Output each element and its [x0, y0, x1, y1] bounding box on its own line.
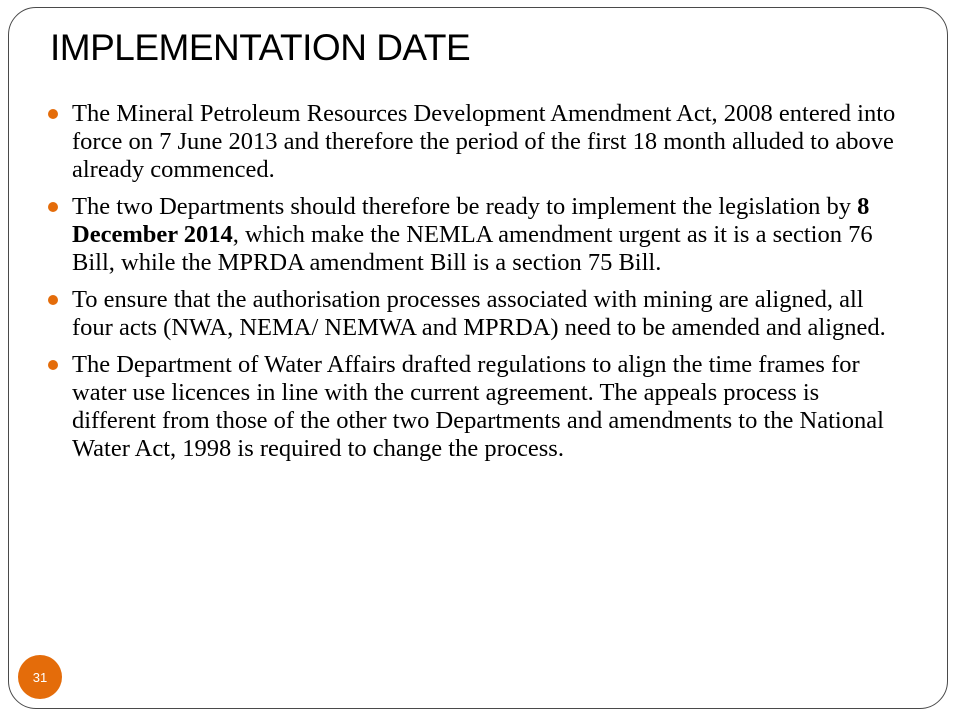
bullet-item	[48, 100, 898, 184]
bullet-item	[48, 193, 898, 277]
bullet-list	[48, 100, 898, 472]
bullet-dot-icon	[48, 109, 58, 119]
bullet-text-bold-date: 8 December 2014	[72, 193, 870, 248]
bullet-dot-icon	[48, 295, 58, 305]
page-number-badge: 31	[18, 655, 62, 699]
bullet-item	[48, 351, 898, 463]
bullet-item	[48, 286, 898, 342]
bullet-text: The Mineral Petroleum Resources Development Amendment Act, 2008 entered into force on 7 June 2013 and therefore the period of the first 18 month alluded to above already commenced.	[72, 100, 896, 183]
slide-title: IMPLEMENTATION DATE	[50, 27, 471, 68]
bullet-dot-icon	[48, 202, 58, 212]
bullet-text: To ensure that the authorisation processes associated with mining are aligned, all four acts (NWA, NEMA/ NEMWA and MPRDA) need to be amended and aligned.	[72, 286, 886, 341]
bullet-text: The Department of Water Affairs drafted regulations to align the time frames for water use licences in line with the current agreement. The appeals process is different from those of the other two Departments and amendments to the National Water Act, 1998 is required to change the process.	[72, 351, 884, 462]
bullet-text-after: , which make the NEMLA amendment urgent as it is a section 76 Bill, while the MPRDA amendment Bill is a section 75 Bill.	[72, 221, 873, 276]
bullet-text-before: The two Departments should therefore be ready to implement the legislation by	[72, 193, 858, 220]
bullet-dot-icon	[48, 360, 58, 370]
